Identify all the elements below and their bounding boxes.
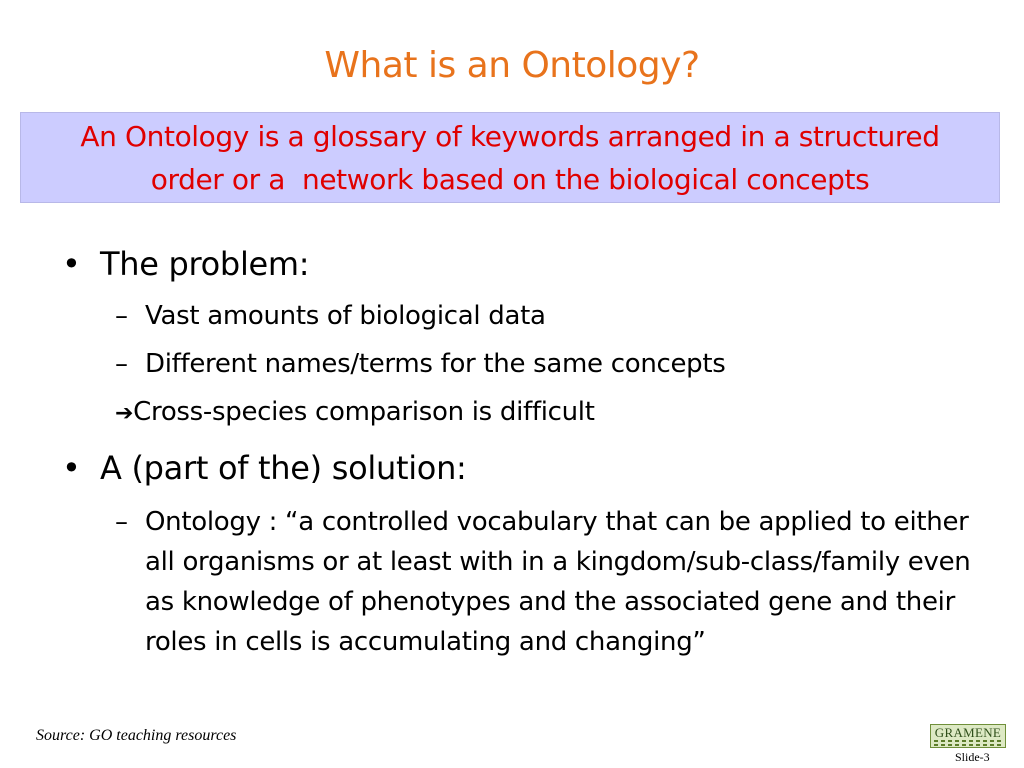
definition-text (80, 115, 939, 201)
dash-marker: – (115, 349, 128, 379)
slide-title: What is an Ontology? (324, 45, 700, 86)
bullet-problem (62, 244, 309, 284)
definition-line-2: order or a network based on the biological concepts (150, 162, 870, 196)
subitem-different-names-text: Different names/terms for the same concepts (145, 349, 726, 379)
dash-marker: – (115, 301, 128, 331)
source-note: Source: GO teaching resources (36, 727, 237, 744)
definition-line-1: An Ontology is a glossary of keywords arranged in a structured (80, 119, 940, 153)
dash-marker: – (115, 507, 128, 537)
bullet-marker: • (62, 245, 81, 283)
subitem-ontology-definition (115, 502, 975, 662)
subitem-cross-species (115, 392, 595, 434)
slide-number: Slide-3 (955, 750, 990, 764)
bullet-marker: • (62, 449, 81, 487)
subitem-ontology-definition-text: Ontology : “a controlled vocabulary that can be applied to either all organisms or at least with in a kingdom/sub-class/family even as knowledge of phenotypes and the associated gene and their roles in cells is accumulating and changing” (145, 507, 971, 657)
logo-stripe (934, 744, 1002, 746)
bullet-problem-text: The problem: (100, 245, 310, 283)
subitem-different-names (115, 344, 975, 384)
subitem-vast-data-text: Vast amounts of biological data (145, 301, 546, 331)
definition-box (20, 112, 1000, 203)
gramene-logo (930, 724, 1006, 748)
bullet-solution (62, 448, 467, 488)
logo-stripe (934, 740, 1002, 742)
subitem-vast-data (115, 296, 975, 336)
subitem-cross-species-text: Cross-species comparison is difficult (133, 397, 595, 427)
arrow-icon: ➔ (115, 401, 134, 426)
logo-text: GRAMENE (934, 725, 1002, 740)
bullet-solution-text: A (part of the) solution: (100, 449, 467, 487)
